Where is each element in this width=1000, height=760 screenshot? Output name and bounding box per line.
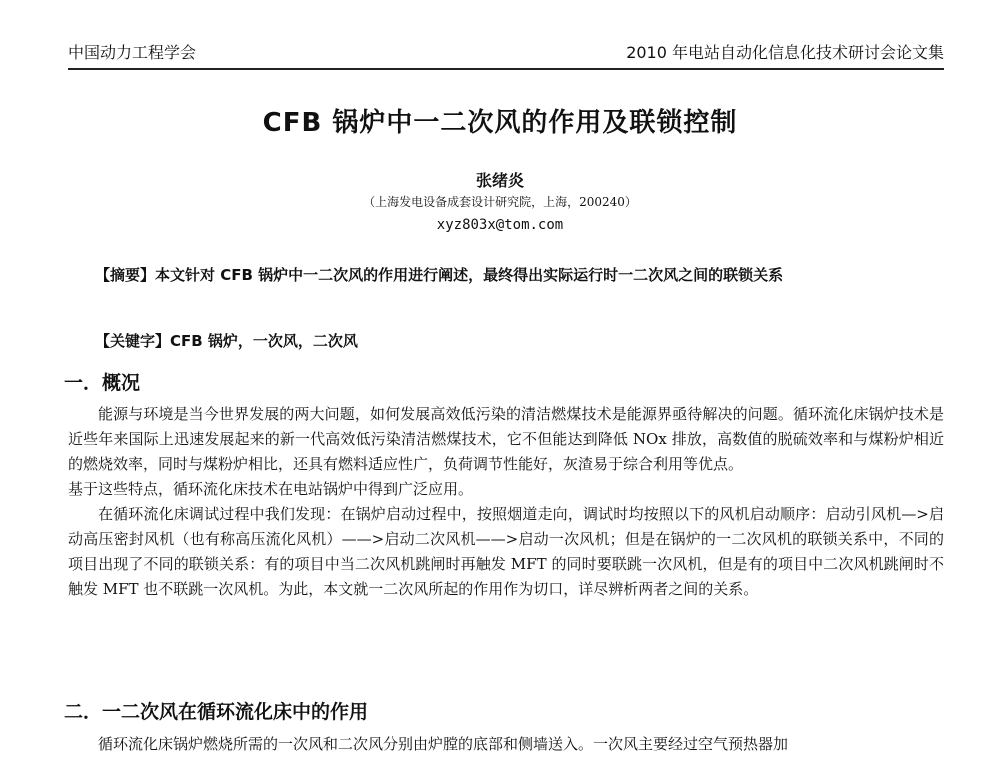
header-society: 中国动力工程学会 (68, 43, 197, 62)
author-email: xyz803x@tom.com (436, 217, 564, 233)
author-affiliation: （上海发电设备成套设计研究院，上海，200240） (363, 195, 637, 209)
paper-title: CFB 锅炉中一二次风的作用及联锁控制 (262, 108, 738, 138)
author-name: 张绪炎 (475, 171, 524, 190)
section-body-overview (68, 402, 944, 602)
section-heading-air-role: 二．一二次风在循环流化床中的作用 (64, 701, 369, 723)
section-body-air-role (68, 732, 944, 757)
header-proceedings: 2010 年电站自动化信息化技术研讨会论文集 (626, 43, 944, 62)
running-header (68, 38, 944, 70)
paragraph: 基于这些特点，循环流化床技术在电站锅炉中得到广泛应用。 (68, 480, 474, 498)
paragraph: 在循环流化床调试过程中我们发现：在锅炉启动过程中，按照烟道走向，调试时均按照以下的风机启动顺序：启动引风机—>启动高压密封风机（也有称高压流化风机）——>启动二次风机——>启动一次风机；但是在锅炉的一二次风机的联锁关系中，不同的项目出现了不同的联锁关系：有的项目中当二次风机跳闸时再触发 MFT 的同时要联跳一次风机，但是有的项目中二次风机跳闸时不触发 MFT 也不联跳一次风机。为此，本文就一二次风所起的作用作为切口，详尽辨析两者之间的关系。 (68, 505, 944, 598)
keywords: 【关键字】CFB 锅炉，一次风，二次风 (95, 332, 358, 350)
section-heading-overview: 一．概况 (64, 372, 141, 394)
abstract: 【摘要】本文针对 CFB 锅炉中一二次风的作用进行阐述，最终得出实际运行时一二次风之间的联锁关系 (95, 266, 784, 284)
paragraph: 能源与环境是当今世界发展的两大问题，如何发展高效低污染的清洁燃煤技术是能源界亟待解决的问题。循环流化床锅炉技术是近些年来国际上迅速发展起来的新一代高效低污染清洁燃煤技术，它不但能达到降低 NOx 排放，高数值的脱硫效率和与煤粉炉相近的燃烧效率，同时与煤粉炉相比，还具有燃料适应性广，负荷调节性能好，灰渣易于综合利用等优点。 (68, 405, 944, 473)
paragraph: 循环流化床锅炉燃烧所需的一次风和二次风分别由炉膛的底部和侧墙送入。一次风主要经过空气预热器加 (98, 735, 789, 753)
